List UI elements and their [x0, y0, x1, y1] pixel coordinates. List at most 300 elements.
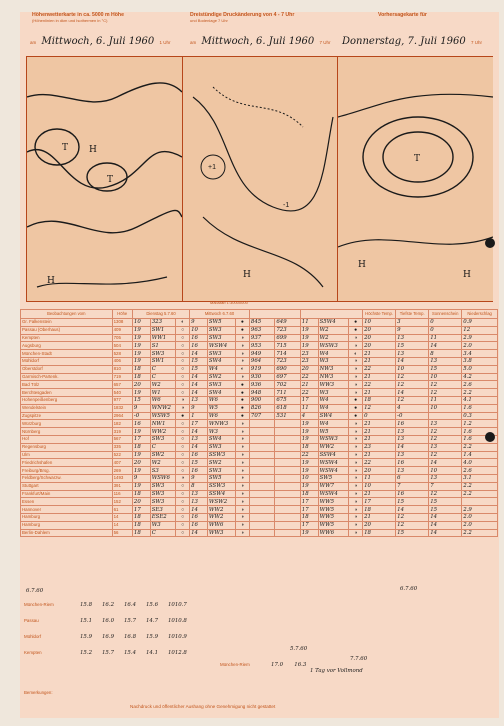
station-altitude: 719: [112, 373, 132, 381]
city-reading-row: [24, 634, 190, 640]
table-cell: 2.0: [462, 342, 498, 350]
table-cell: 9: [190, 404, 208, 412]
station-altitude: 56: [112, 529, 132, 537]
station-name: Feldberg/Schwarzw.: [21, 474, 113, 482]
table-cell: 17: [132, 435, 150, 443]
header-col2: [190, 12, 294, 24]
table-cell: [275, 521, 300, 529]
table-cell: 323: [150, 319, 175, 327]
table-cell: WW2: [150, 428, 175, 436]
table-cell: [249, 428, 274, 436]
city-value: 15.7: [124, 618, 137, 624]
city-reading-row: [24, 602, 190, 608]
station-altitude: 152: [112, 498, 132, 506]
table-cell: W6: [150, 396, 175, 404]
table-cell: 1.6: [462, 404, 498, 412]
table-cell: W2: [318, 326, 349, 334]
table-cell: SW4: [318, 412, 349, 420]
table-cell: 22: [300, 451, 318, 459]
table-cell: ●: [349, 396, 363, 404]
table-cell: 2.2: [462, 529, 498, 537]
table-cell: NW1: [150, 420, 175, 428]
table-cell: 18: [132, 373, 150, 381]
table-row: [21, 342, 498, 350]
table-cell: NW3: [318, 373, 349, 381]
table-cell: 714: [275, 350, 300, 358]
table-cell: 12: [396, 373, 429, 381]
table-cell: ◑: [349, 498, 363, 506]
city-value: 15.9: [80, 634, 93, 640]
station-altitude: 540: [112, 389, 132, 397]
table-cell: [275, 443, 300, 451]
table-cell: 13: [190, 490, 208, 498]
table-cell: ●: [235, 319, 249, 327]
table-cell: ◑: [235, 334, 249, 342]
station-altitude: 14: [112, 521, 132, 529]
city-value: 16.2: [102, 602, 115, 608]
table-row: [21, 451, 498, 459]
table-cell: [275, 513, 300, 521]
table-cell: W4: [318, 350, 349, 358]
punch-hole-top: [485, 238, 495, 248]
table-cell: ◑: [235, 529, 249, 537]
table-cell: 15: [396, 529, 429, 537]
station-name: Stuttgart: [21, 482, 113, 490]
table-cell: 19: [132, 357, 150, 365]
city-value: 14.1: [146, 650, 159, 656]
observation-table-wrap: [20, 309, 499, 537]
table-cell: 14: [396, 506, 429, 514]
table-cell: 13: [429, 443, 462, 451]
station-name: Gr. Falkenstein: [21, 319, 113, 327]
table-cell: [249, 506, 274, 514]
table-cell: 18: [363, 396, 396, 404]
table-cell: WW2: [207, 513, 235, 521]
table-cell: ◑: [235, 490, 249, 498]
table-cell: 16: [132, 420, 150, 428]
table-cell: 10: [396, 365, 429, 373]
station-altitude: 1308: [112, 319, 132, 327]
table-cell: 690: [275, 365, 300, 373]
table-cell: 13: [429, 357, 462, 365]
table-cell: [249, 513, 274, 521]
table-cell: 7: [429, 482, 462, 490]
date2-value: 6.7.60: [400, 586, 418, 592]
station-name: Freiburg/Brsg.: [21, 467, 113, 475]
table-cell: ◑: [349, 420, 363, 428]
table-cell: ◑: [349, 428, 363, 436]
table-cell: 19: [300, 482, 318, 490]
city-value: 16.0: [102, 618, 115, 624]
station-altitude: 182: [112, 420, 132, 428]
table-cell: SW3: [207, 326, 235, 334]
table-row: [21, 373, 498, 381]
station-altitude: 705: [112, 334, 132, 342]
table-cell: 18: [363, 506, 396, 514]
table-cell: 8: [190, 482, 208, 490]
table-cell: [249, 467, 274, 475]
station-name: Augsburg: [21, 342, 113, 350]
table-cell: 21: [363, 490, 396, 498]
table-row: [21, 357, 498, 365]
table-cell: ◑: [235, 428, 249, 436]
table-row: [21, 443, 498, 451]
table-cell: ●: [235, 412, 249, 420]
table-cell: 19: [300, 428, 318, 436]
table-head-cell: Tiefste Temp.: [396, 310, 429, 319]
table-cell: W2: [150, 459, 175, 467]
table-cell: 7: [396, 482, 429, 490]
table-cell: WSW4: [207, 342, 235, 350]
table-cell: SW4: [207, 357, 235, 365]
table-head-row: [21, 310, 498, 319]
table-cell: 19: [300, 529, 318, 537]
table-cell: 22: [363, 381, 396, 389]
table-cell: W3: [150, 521, 175, 529]
table-cell: 723: [275, 326, 300, 334]
table-cell: ◑: [235, 342, 249, 350]
table-cell: 21: [363, 350, 396, 358]
table-cell: [275, 474, 300, 482]
bottom-date: [26, 588, 43, 594]
svg-text:T: T: [62, 143, 69, 153]
table-cell: 16: [190, 334, 208, 342]
munich-row: [220, 662, 306, 668]
table-cell: WW2: [318, 443, 349, 451]
table-cell: ◐: [235, 365, 249, 373]
table-cell: 21: [300, 381, 318, 389]
table-cell: ○: [176, 373, 190, 381]
station-name: Frankfurt/Main: [21, 490, 113, 498]
table-cell: ●: [235, 326, 249, 334]
table-cell: ◑: [235, 506, 249, 514]
table-cell: SW3: [150, 350, 175, 358]
table-cell: 17: [300, 396, 318, 404]
table-cell: SW4: [207, 389, 235, 397]
table-cell: 14: [396, 389, 429, 397]
table-cell: SW5: [207, 474, 235, 482]
table-cell: 14: [429, 529, 462, 537]
table-cell: 15: [429, 506, 462, 514]
table-cell: ●: [349, 319, 363, 327]
station-name: Hohenpeißenberg: [21, 396, 113, 404]
table-cell: 2.9: [462, 334, 498, 342]
table-cell: 16: [190, 342, 208, 350]
table-cell: ○: [176, 521, 190, 529]
table-cell: 20: [132, 381, 150, 389]
station-altitude: 1493: [112, 474, 132, 482]
table-cell: SW3: [207, 467, 235, 475]
table-cell: 8: [429, 350, 462, 358]
table-cell: ○: [176, 326, 190, 334]
table-cell: C: [150, 529, 175, 537]
table-cell: 19: [300, 342, 318, 350]
table-cell: [275, 420, 300, 428]
table-cell: ◑: [349, 334, 363, 342]
table-cell: 12: [462, 326, 498, 334]
table-cell: 3: [396, 319, 429, 327]
table-cell: ●: [349, 412, 363, 420]
table-cell: SW3: [150, 498, 175, 506]
table-cell: 16: [190, 467, 208, 475]
table-cell: WSW4: [318, 490, 349, 498]
table-cell: 16: [396, 459, 429, 467]
table-cell: ○: [176, 498, 190, 506]
table-row: [21, 529, 498, 537]
table-row: [21, 498, 498, 506]
header-col3: [378, 12, 427, 18]
table-cell: 19: [132, 428, 150, 436]
table-cell: 10: [300, 474, 318, 482]
city-value: 16.4: [124, 602, 137, 608]
station-name: Hamburg: [21, 521, 113, 529]
table-cell: W2: [150, 381, 175, 389]
table-cell: ◑: [349, 389, 363, 397]
table-cell: WW6: [207, 521, 235, 529]
date4: [350, 656, 367, 662]
table-cell: W5: [207, 404, 235, 412]
table-cell: 826: [249, 404, 274, 412]
header-col1-title: Höhenwetterkarte in ca. 5000 m Höhe: [32, 12, 124, 18]
table-cell: 18: [132, 365, 150, 373]
table-head-cell: Beobachtungen vom: [21, 310, 113, 319]
table-cell: WSW3: [318, 342, 349, 350]
table-cell: 19: [132, 389, 150, 397]
table-cell: S3: [150, 467, 175, 475]
table-cell: 10: [429, 373, 462, 381]
table-cell: 21: [363, 513, 396, 521]
table-cell: SW5: [318, 474, 349, 482]
table-cell: 18: [132, 490, 150, 498]
table-cell: 10: [132, 319, 150, 327]
table-cell: 14: [190, 389, 208, 397]
table-head-cell: [249, 310, 300, 319]
table-cell: ◑: [349, 513, 363, 521]
table-cell: SSW3: [207, 451, 235, 459]
table-head-cell: Dienstag 5.7.60: [132, 310, 189, 319]
table-cell: ●: [235, 404, 249, 412]
table-cell: 4: [300, 412, 318, 420]
table-cell: WW6: [318, 529, 349, 537]
table-cell: 22: [300, 389, 318, 397]
station-altitude: 504: [112, 342, 132, 350]
table-cell: 14: [190, 443, 208, 451]
table-cell: 18: [300, 513, 318, 521]
table-cell: 10: [429, 404, 462, 412]
map-pressure-change: [182, 57, 338, 301]
table-cell: 4.2: [462, 373, 498, 381]
table-cell: [275, 498, 300, 506]
city-value: 1010.7: [168, 602, 187, 608]
table-head-cell: Niederschlag: [462, 310, 498, 319]
moon-note: [310, 668, 363, 674]
table-cell: 17: [300, 498, 318, 506]
moon-note-text: 1 Tag vor Vollmond: [310, 668, 363, 674]
table-cell: 18: [363, 529, 396, 537]
table-cell: 3.8: [462, 357, 498, 365]
table-cell: 699: [275, 334, 300, 342]
table-cell: 14: [190, 506, 208, 514]
svg-text:+1: +1: [208, 164, 216, 171]
table-cell: 13: [396, 350, 429, 358]
date3-value: 5.7.60: [290, 646, 308, 652]
map-scale: Maßstab 1:30000000: [210, 300, 248, 305]
station-name: Wendelstein: [21, 404, 113, 412]
munich-label: München-Riem: [220, 662, 250, 667]
table-cell: 16: [190, 513, 208, 521]
table-cell: [249, 420, 274, 428]
table-cell: 13: [190, 435, 208, 443]
table-cell: ◑: [349, 365, 363, 373]
table-cell: ◑: [349, 451, 363, 459]
observation-table: [20, 309, 498, 537]
table-cell: 13: [429, 474, 462, 482]
weather-maps: [26, 56, 493, 302]
station-altitude: 528: [112, 350, 132, 358]
station-name: Regensburg: [21, 443, 113, 451]
table-cell: W4: [207, 365, 235, 373]
table-cell: ●: [349, 326, 363, 334]
table-cell: WSW2: [207, 498, 235, 506]
table-cell: [275, 467, 300, 475]
table-cell: 15: [190, 357, 208, 365]
table-cell: 18: [132, 513, 150, 521]
table-cell: ○: [176, 529, 190, 537]
table-cell: 21: [363, 428, 396, 436]
table-cell: ◑: [349, 482, 363, 490]
station-altitude: 14: [112, 513, 132, 521]
table-cell: SW3: [150, 490, 175, 498]
city-value: 15.8: [80, 602, 93, 608]
table-cell: 5.0: [462, 365, 498, 373]
city-value: 1012.8: [168, 650, 187, 656]
city-value: 15.4: [124, 650, 137, 656]
station-name: Zugspitze: [21, 412, 113, 420]
table-cell: 14: [190, 381, 208, 389]
table-cell: 19: [132, 350, 150, 358]
table-cell: ○: [176, 342, 190, 350]
table-cell: 13: [429, 420, 462, 428]
table-cell: 1.6: [462, 428, 498, 436]
footer-note: Nachdruck und öffentlicher Aushang ohne Genehmigung nicht gestattet: [130, 704, 276, 709]
table-cell: [249, 435, 274, 443]
table-cell: SW3: [207, 350, 235, 358]
table-cell: 2.6: [462, 467, 498, 475]
station-altitude: 977: [112, 396, 132, 404]
table-cell: 18: [300, 443, 318, 451]
table-row: [21, 412, 498, 420]
station-altitude: 406: [112, 357, 132, 365]
table-cell: [249, 459, 274, 467]
table-cell: 0: [429, 319, 462, 327]
table-cell: 21: [363, 357, 396, 365]
table-cell: ◑: [349, 373, 363, 381]
table-cell: ◑: [349, 506, 363, 514]
table-cell: SSW4: [207, 490, 235, 498]
table-cell: SW3: [207, 381, 235, 389]
svg-text:H: H: [243, 270, 251, 280]
station-altitude: 657: [112, 381, 132, 389]
am-label: am: [30, 40, 37, 45]
table-cell: 12: [429, 451, 462, 459]
table-cell: 12: [429, 490, 462, 498]
table-cell: WSW4: [318, 467, 349, 475]
remarks-label: Bemerkungen:: [24, 690, 53, 695]
table-cell: 618: [275, 404, 300, 412]
table-cell: ◑: [349, 381, 363, 389]
table-cell: 14: [190, 529, 208, 537]
table-cell: 1.2: [462, 420, 498, 428]
table-cell: ◑: [235, 459, 249, 467]
table-cell: W3: [207, 428, 235, 436]
table-cell: 12: [396, 521, 429, 529]
table-cell: 963: [249, 326, 274, 334]
header-col3-title: Vorhersagekarte für: [378, 12, 427, 18]
table-cell: ◑: [349, 435, 363, 443]
station-altitude: 335: [112, 443, 132, 451]
table-cell: SW2: [150, 451, 175, 459]
table-cell: 649: [275, 319, 300, 327]
table-head-cell: [300, 310, 362, 319]
date4-value: 7.7.60: [350, 656, 368, 662]
svg-text:H: H: [47, 276, 55, 286]
table-cell: 0.9: [462, 319, 498, 327]
table-cell: 2.6: [462, 381, 498, 389]
table-cell: 4.0: [462, 459, 498, 467]
table-row: [21, 435, 498, 443]
table-cell: 11: [429, 396, 462, 404]
table-cell: 4: [396, 404, 429, 412]
table-cell: 15: [190, 459, 208, 467]
table-cell: 22: [363, 459, 396, 467]
table-cell: W1: [150, 389, 175, 397]
table-cell: ○: [176, 459, 190, 467]
table-cell: 18: [132, 529, 150, 537]
table-cell: ○: [176, 365, 190, 373]
station-altitude: 2964: [112, 412, 132, 420]
table-cell: 13: [396, 334, 429, 342]
station-altitude: 810: [112, 365, 132, 373]
table-cell: 19: [132, 467, 150, 475]
table-cell: 13: [396, 467, 429, 475]
table-cell: 0: [429, 326, 462, 334]
station-name: Hamburg: [21, 513, 113, 521]
munich-val-1: 17.0: [271, 662, 284, 668]
station-name: Würzburg: [21, 420, 113, 428]
table-cell: ◑: [349, 467, 363, 475]
table-cell: WW3: [318, 381, 349, 389]
table-cell: 21: [363, 420, 396, 428]
table-cell: 17: [300, 521, 318, 529]
table-row: [21, 365, 498, 373]
table-cell: SE3: [150, 506, 175, 514]
station-name: Berlin-Dahlem: [21, 529, 113, 537]
station-name: Passau (Oberhaus): [21, 326, 113, 334]
table-cell: 20: [363, 334, 396, 342]
station-altitude: 319: [112, 428, 132, 436]
city-reading-row: [24, 618, 190, 624]
city-name: Passau: [24, 618, 39, 623]
table-cell: 702: [275, 381, 300, 389]
table-row: [21, 381, 498, 389]
uhr7-label: 7 Uhr: [319, 40, 331, 45]
table-cell: ◑: [235, 350, 249, 358]
table-cell: 19: [132, 342, 150, 350]
city-reading-row: [24, 650, 190, 656]
table-cell: 711: [275, 389, 300, 397]
table-cell: 13: [396, 428, 429, 436]
table-cell: 19: [300, 435, 318, 443]
